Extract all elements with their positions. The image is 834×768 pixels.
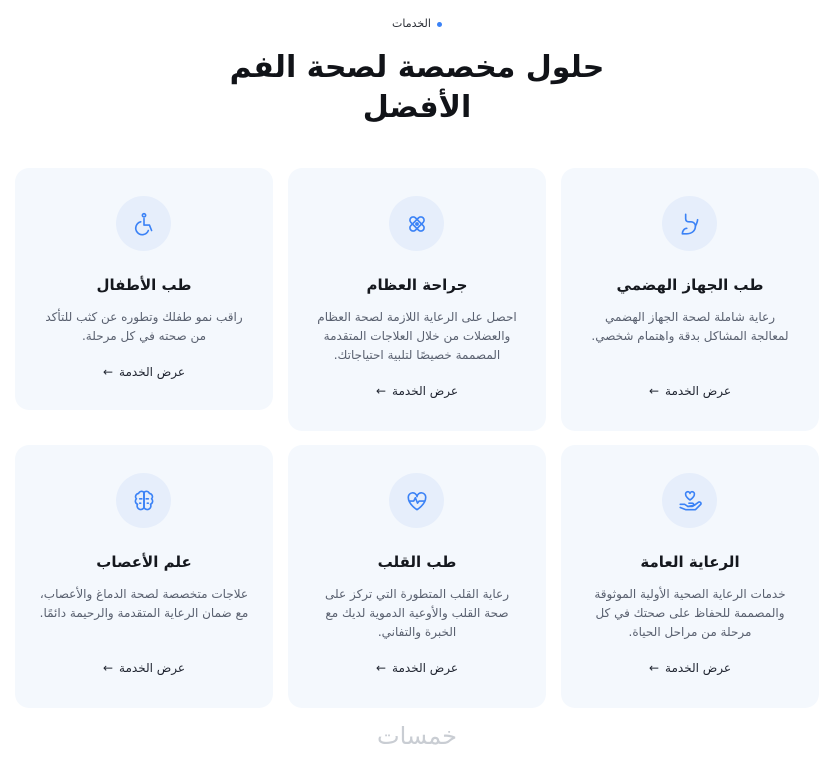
arrow-left-icon: ← (648, 661, 660, 675)
eyebrow-label: الخدمات (392, 17, 431, 30)
card-title: طب القلب (377, 553, 457, 571)
view-service-link[interactable] (15, 661, 273, 675)
view-service-link[interactable] (15, 365, 273, 379)
icon-circle (116, 196, 171, 251)
hand-heart-icon (677, 488, 703, 514)
icon-circle (389, 473, 444, 528)
card-title: جراحة العظام (366, 276, 468, 294)
service-card-cardiology (288, 445, 546, 708)
brain-icon (131, 488, 157, 514)
arrow-left-icon: ← (375, 661, 387, 675)
icon-circle (389, 196, 444, 251)
heart-pulse-icon (404, 488, 430, 514)
view-service-label: عرض الخدمة (119, 661, 186, 675)
card-title: طب الجهاز الهضمي (616, 276, 764, 294)
arrow-left-icon: ← (102, 365, 114, 379)
view-service-label: عرض الخدمة (392, 384, 459, 398)
arrow-left-icon: ← (375, 384, 387, 398)
service-card-orthopedics (288, 168, 546, 431)
view-service-label: عرض الخدمة (665, 384, 732, 398)
service-card-gastro (561, 168, 819, 431)
section-eyebrow (0, 17, 834, 30)
view-service-label: عرض الخدمة (119, 365, 186, 379)
icon-circle (662, 473, 717, 528)
eyebrow-dot-icon (437, 22, 442, 27)
wheelchair-icon (131, 211, 157, 237)
view-service-label: عرض الخدمة (392, 661, 459, 675)
view-service-link[interactable] (561, 661, 819, 675)
icon-circle (662, 196, 717, 251)
card-description: احصل على الرعاية اللازمة لصحة العظام والعضلات من خلال العلاجات المتقدمة المصممة خصيصًا لتلبية احتياجاتك. (317, 310, 517, 362)
service-card-general-care (561, 445, 819, 708)
view-service-link[interactable] (561, 384, 819, 398)
card-description: علاجات متخصصة لصحة الدماغ والأعصاب، مع ضمان الرعاية المتقدمة والرحيمة دائمًا. (39, 587, 249, 620)
view-service-link[interactable] (288, 384, 546, 398)
view-service-link[interactable] (288, 661, 546, 675)
card-description: راقب نمو طفلك وتطوره عن كثب للتأكد من صحته في كل مرحلة. (45, 310, 243, 343)
card-title: علم الأعصاب (96, 553, 192, 571)
arrow-left-icon: ← (102, 661, 114, 675)
icon-circle (116, 473, 171, 528)
stomach-icon (677, 211, 703, 237)
card-description: رعاية القلب المتطورة التي تركز على صحة القلب والأوعية الدموية لديك مع الخبرة والتفاني. (325, 587, 509, 639)
service-card-pediatrics (15, 168, 273, 410)
view-service-label: عرض الخدمة (665, 661, 732, 675)
watermark-logo: خمسات (376, 722, 458, 750)
arrow-left-icon: ← (648, 384, 660, 398)
bone-icon (404, 211, 430, 237)
card-description: خدمات الرعاية الصحية الأولية الموثوقة والمصممة للحفاظ على صحتك في كل مرحلة من مراحل الحياة. (594, 587, 786, 639)
card-title: الرعاية العامة (640, 553, 740, 571)
title-line-2: الأفضل (362, 90, 472, 125)
title-line-1: حلول مخصصة لصحة الفم (229, 50, 605, 85)
card-description: رعاية شاملة لصحة الجهاز الهضمي لمعالجة المشاكل بدقة واهتمام شخصي. (591, 310, 789, 343)
page-title (0, 48, 834, 128)
service-card-neurology (15, 445, 273, 708)
card-title: طب الأطفال (96, 276, 192, 294)
